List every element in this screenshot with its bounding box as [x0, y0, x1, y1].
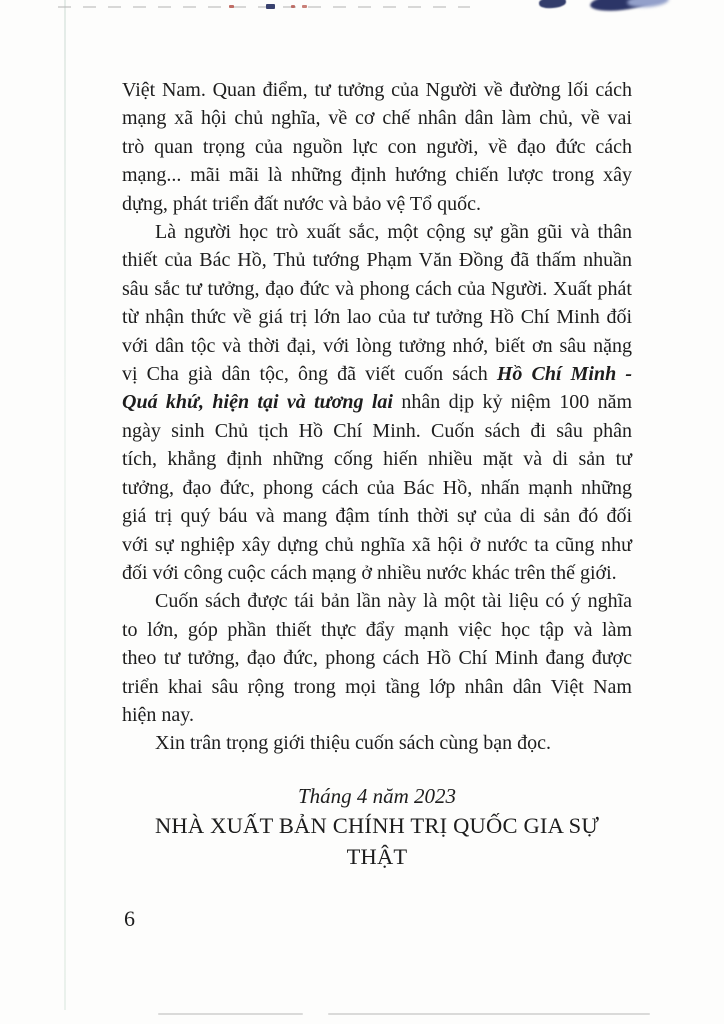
text-line — [122, 275, 632, 303]
line-text: giá trị quý báu và mang đậm tính thời sự của di sản đó đối — [122, 505, 632, 528]
date-line: Tháng 4 năm 2023 — [297, 784, 457, 808]
text-line — [122, 644, 632, 672]
book-title-segment: Quá khứ, hiện tại và tương lai — [122, 391, 393, 414]
line-text: mạng xã hội chủ nghĩa, về cơ chế nhân dân làm chủ, về vai — [122, 107, 632, 130]
text-line — [122, 701, 632, 729]
text-line — [122, 729, 632, 757]
page-edge-line — [158, 1013, 303, 1015]
scan-speck-artifact — [266, 4, 275, 9]
line-text: sâu sắc tư tưởng, đạo đức và phong cách của Người. Xuất phát — [122, 277, 632, 300]
text-line — [122, 104, 632, 132]
page-edge-line — [328, 1013, 650, 1015]
text-line — [122, 673, 632, 701]
text-line — [122, 332, 632, 360]
book-title-segment: Hồ Chí Minh - — [496, 363, 632, 386]
text-line — [122, 303, 632, 331]
binding-edge-line — [64, 0, 66, 1010]
line-text: nhân dịp kỷ niệm 100 năm — [393, 391, 632, 414]
text-line — [122, 502, 632, 530]
scan-speck-artifact — [291, 5, 295, 8]
scan-speck-artifact — [302, 5, 307, 8]
line-text: Cuốn sách được tái bản lần này là một tài liệu có ý nghĩa — [155, 590, 632, 613]
text-line — [122, 559, 632, 587]
page-number: 6 — [124, 906, 135, 931]
scan-edge-noise — [58, 6, 470, 8]
line-text: theo tư tưởng, đạo đức, phong cách Hồ Chí Minh đang được — [122, 647, 632, 670]
scan-speck-artifact — [229, 5, 234, 8]
text-line — [122, 360, 632, 388]
text-line — [122, 133, 632, 161]
line-text: mạng... mãi mãi là những định hướng chiến lược trong xây — [122, 164, 632, 187]
line-text: tưởng, đạo đức, phong cách của Bác Hồ, nhấn mạnh những — [122, 476, 632, 499]
body-text — [122, 76, 632, 758]
line-text: vị Cha già dân tộc, ông đã viết cuốn sách — [122, 363, 497, 386]
text-line — [122, 616, 632, 644]
text-line — [122, 190, 632, 218]
text-line — [122, 587, 632, 615]
text-line — [122, 417, 632, 445]
line-text: triển khai sâu rộng trong mọi tầng lớp nhân dân Việt Nam — [122, 675, 632, 698]
line-text: hiện nay. — [122, 703, 195, 726]
line-text: Là người học trò xuất sắc, một cộng sự gần gũi và thân — [155, 221, 632, 244]
text-line — [122, 218, 632, 246]
line-text: tích, khẳng định những cống hiến nhiều mặt và di sản tư — [122, 448, 632, 471]
line-text: Việt Nam. Quan điểm, tư tưởng của Người về đường lối cách — [122, 79, 632, 101]
text-line — [122, 76, 632, 104]
closing-block — [122, 783, 632, 872]
scan-smudge-artifact — [539, 0, 567, 9]
line-text: ngày sinh Chủ tịch Hồ Chí Minh. Cuốn sách đi sâu phân — [122, 419, 632, 442]
line-text: to lớn, góp phần thiết thực đẩy mạnh việc học tập và làm — [122, 618, 632, 641]
line-text: từ nhận thức về giá trị lớn lao của tư tưởng Hồ Chí Minh đối — [122, 306, 632, 329]
line-text: với dân tộc và thời đại, với lòng tưởng nhớ, biết ơn sâu nặng — [122, 334, 632, 357]
publisher-line: NHÀ XUẤT BẢN CHÍNH TRỊ QUỐC GIA SỰ THẬT — [154, 813, 600, 869]
line-text: dựng, phát triển đất nước và bảo vệ Tổ quốc. — [122, 192, 482, 215]
line-text: thiết của Bác Hồ, Thủ tướng Phạm Văn Đồng đã thấm nhuần — [122, 249, 632, 272]
line-text: Xin trân trọng giới thiệu cuốn sách cùng bạn đọc. — [155, 732, 552, 755]
text-line — [122, 531, 632, 559]
line-text: trò quan trọng của nguồn lực con người, về đạo đức cách — [122, 135, 632, 158]
line-text: đối với công cuộc cách mạng ở nhiều nước khác trên thế giới. — [122, 561, 617, 584]
text-line — [122, 474, 632, 502]
text-line — [122, 246, 632, 274]
line-text: với sự nghiệp xây dựng chủ nghĩa xã hội ở nước ta cũng như — [122, 533, 632, 556]
text-line — [122, 161, 632, 189]
text-line — [122, 388, 632, 416]
text-line — [122, 445, 632, 473]
